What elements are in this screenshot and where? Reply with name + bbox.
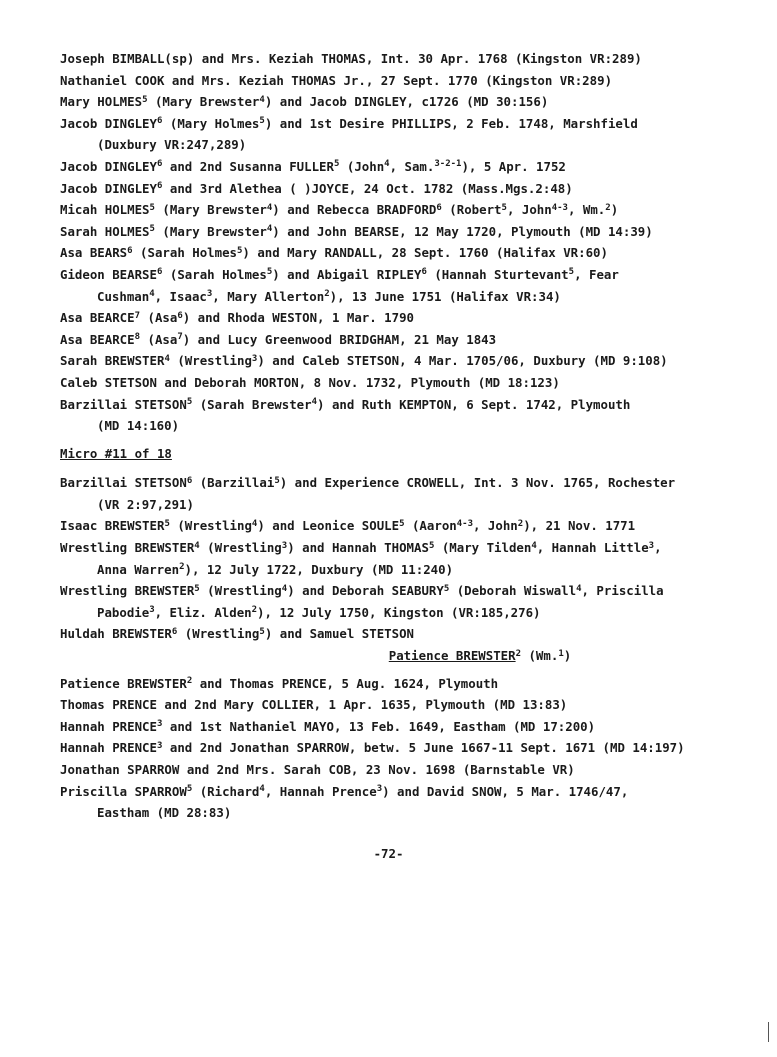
page-number: -72- bbox=[373, 846, 404, 861]
record-entry bbox=[60, 307, 750, 329]
entry-text: Micah HOLMES bbox=[60, 202, 150, 218]
entry-text: Caleb STETSON and Deborah MORTON, 8 Nov. 1732, Plymouth (MD 18:123) bbox=[60, 374, 560, 390]
generation-number: 5 bbox=[186, 784, 193, 795]
record-entry bbox=[60, 515, 750, 537]
generation-number: 5 bbox=[237, 245, 243, 256]
entry-text: ) and Jacob DINGLEY, c1726 (MD 30:156) bbox=[264, 94, 549, 110]
heading-parent: (Wm. bbox=[521, 648, 559, 664]
entry-text: (Sarah Holmes bbox=[162, 266, 267, 282]
generation-number: 3 bbox=[156, 719, 163, 730]
entry-text: and 3rd Alethea ( )JOYCE, 24 Oct. 1782 (Mass.Mgs.2:48) bbox=[162, 180, 573, 196]
heading-name: Patience BREWSTER bbox=[388, 648, 516, 664]
entry-text: Wrestling BREWSTER bbox=[60, 540, 195, 556]
record-entry bbox=[60, 91, 750, 113]
generation-number: 5 bbox=[443, 583, 450, 594]
entry-text: Cushman bbox=[97, 288, 150, 304]
entry-text: (VR 2:97,291) bbox=[97, 496, 194, 512]
entry-text: ) and Samuel STETSON bbox=[264, 626, 415, 642]
record-entry bbox=[60, 580, 750, 602]
entry-text: ) bbox=[610, 202, 619, 218]
entry-text: Thomas PRENCE and 2nd Mary COLLIER, 1 Apr. 1635, Plymouth (MD 13:83) bbox=[60, 697, 568, 713]
generation-number: 4 bbox=[164, 353, 170, 364]
entry-text: (Asa bbox=[140, 331, 178, 347]
record-entry bbox=[60, 350, 750, 372]
generation-number: 6 bbox=[156, 159, 163, 170]
generation-number: 6 bbox=[177, 310, 183, 321]
entry-text: (John bbox=[339, 158, 385, 174]
entry-text: , Wm. bbox=[567, 202, 606, 218]
entry-text: Jacob DINGLEY bbox=[60, 115, 157, 131]
generation-number: 4 bbox=[149, 289, 155, 300]
record-entry bbox=[60, 264, 750, 286]
generation-number: 5 bbox=[142, 94, 148, 105]
record-entry bbox=[60, 242, 750, 264]
entry-text: , Isaac bbox=[154, 288, 207, 304]
entry-text: Priscilla SPARROW bbox=[60, 783, 187, 799]
record-entry bbox=[60, 221, 750, 243]
entry-continuation bbox=[60, 602, 750, 624]
generation-number: 2 bbox=[179, 562, 185, 573]
record-entry bbox=[60, 70, 750, 92]
entry-text: Sarah HOLMES bbox=[60, 223, 150, 239]
section-label bbox=[60, 443, 750, 465]
record-entry bbox=[60, 716, 750, 738]
generation-number: 4-3 bbox=[456, 518, 473, 529]
entry-text: ), 21 Nov. 1771 bbox=[523, 518, 636, 534]
entry-text: , John bbox=[473, 518, 518, 534]
entry-text: (Sarah Holmes bbox=[132, 245, 237, 261]
entry-text: ) and Rebecca BRADFORD bbox=[272, 202, 437, 218]
generation-number: 3 bbox=[376, 784, 383, 795]
generation-number: 5 bbox=[501, 202, 507, 213]
generation-number: 5 bbox=[194, 583, 200, 594]
entry-text: ) and Ruth KEMPTON, 6 Sept. 1742, Plymouth bbox=[317, 396, 631, 412]
entry-text: and 2nd Susanna FULLER bbox=[162, 158, 334, 174]
entry-text: , Sam. bbox=[389, 158, 435, 174]
entry-text: Jonathan SPARROW and 2nd Mrs. Sarah COB, 23 Nov. 1698 (Barnstable VR) bbox=[60, 762, 575, 777]
entry-text: ) and Hannah THOMAS bbox=[287, 540, 429, 556]
entry-text: and 1st Nathaniel MAYO, 13 Feb. 1649, Eastham (MD 17:200) bbox=[162, 718, 596, 734]
entry-text: (Sarah Brewster bbox=[192, 396, 312, 412]
generation-number: 6 bbox=[421, 267, 427, 278]
entry-text: (Robert bbox=[441, 202, 502, 218]
entry-text: and 2nd Jonathan SPARROW, betw. 5 June 1667-11 Sept. 1671 (MD 14:197) bbox=[162, 740, 685, 756]
record-entry bbox=[60, 48, 750, 70]
record-entry bbox=[60, 737, 750, 759]
record-entry bbox=[60, 329, 750, 351]
entry-continuation bbox=[60, 415, 750, 437]
generation-number: 4 bbox=[259, 94, 265, 105]
heading-close: ) bbox=[563, 648, 572, 664]
entry-text: ) and 1st Desire PHILLIPS, 2 Feb. 1748, Marshfield bbox=[264, 115, 638, 131]
generation-number: 2 bbox=[251, 605, 258, 616]
entry-text: (Hannah Sturtevant bbox=[426, 266, 569, 282]
entry-continuation bbox=[60, 134, 750, 156]
scan-edge-mark bbox=[768, 1022, 769, 1042]
generation-number: 5 bbox=[164, 518, 170, 529]
entry-text: Mary HOLMES bbox=[60, 94, 143, 110]
entry-text: Jacob DINGLEY bbox=[60, 180, 157, 196]
record-entry bbox=[60, 394, 750, 416]
entry-text: ) and Lucy Greenwood BRIDGHAM, 21 May 1843 bbox=[182, 331, 497, 347]
document-page bbox=[60, 48, 750, 824]
generation-number: 6 bbox=[156, 267, 163, 278]
entry-text: ), 13 June 1751 (Halifax VR:34) bbox=[329, 288, 561, 304]
entry-text: ) and Experience CROWELL, Int. 3 Nov. 1765, Rochester bbox=[279, 475, 676, 491]
section-label-text: Micro #11 of 18 bbox=[60, 445, 172, 461]
generation-number: 3 bbox=[206, 289, 213, 300]
generation-number: 3 bbox=[156, 740, 163, 751]
entry-text: (Deborah Wiswall bbox=[449, 583, 577, 599]
generation-number: 5 bbox=[333, 159, 340, 170]
entry-text: Wrestling BREWSTER bbox=[60, 583, 195, 599]
generation-number: 3 bbox=[251, 353, 258, 364]
generation-number: 6 bbox=[156, 181, 163, 192]
record-entry bbox=[60, 759, 750, 781]
entries-block-a bbox=[60, 48, 750, 437]
entry-text: Pabodie bbox=[97, 604, 150, 620]
generation-number: 8 bbox=[134, 332, 141, 343]
entry-text: (Wrestling bbox=[169, 518, 252, 534]
entry-text: , bbox=[654, 540, 662, 556]
generation-number: 6 bbox=[186, 475, 193, 486]
entry-text: (Barzillai bbox=[192, 475, 275, 491]
heading-parent-gen: 1 bbox=[558, 648, 564, 659]
generation-number: 4 bbox=[531, 540, 537, 551]
record-entry bbox=[60, 472, 750, 494]
generation-number: 3 bbox=[149, 605, 155, 616]
entry-text: , Priscilla bbox=[581, 583, 664, 599]
generation-number: 7 bbox=[134, 310, 141, 321]
entry-text: Barzillai STETSON bbox=[60, 396, 187, 412]
record-entry bbox=[60, 199, 750, 221]
generation-number: 3 bbox=[281, 540, 288, 551]
entry-text: Patience BREWSTER bbox=[60, 675, 187, 691]
generation-number: 5 bbox=[428, 540, 435, 551]
generation-number: 5 bbox=[266, 267, 273, 278]
generation-number: 4 bbox=[251, 518, 258, 529]
entry-text: Huldah BREWSTER bbox=[60, 626, 172, 642]
entry-text: Asa BEARCE bbox=[60, 331, 135, 347]
record-entry bbox=[60, 372, 750, 394]
generation-number: 5 bbox=[259, 626, 265, 637]
entry-text: ) and David SNOW, 5 Mar. 1746/47, bbox=[382, 783, 629, 799]
entry-text: (Wrestling bbox=[199, 540, 282, 556]
generation-number: 5 bbox=[149, 202, 155, 213]
generation-number: 5 bbox=[149, 224, 155, 235]
generation-number: 4 bbox=[259, 784, 265, 795]
generation-number: 4-3 bbox=[551, 202, 568, 213]
entry-text: Jacob DINGLEY bbox=[60, 158, 157, 174]
entry-text: and Thomas PRENCE, 5 Aug. 1624, Plymouth bbox=[192, 675, 499, 691]
entry-text: (Aaron bbox=[404, 518, 457, 534]
entry-text: Nathaniel COOK and Mrs. Keziah THOMAS Jr., 27 Sept. 1770 (Kingston VR:289) bbox=[60, 72, 613, 88]
generation-number: 2 bbox=[605, 202, 611, 213]
entry-text: (Wrestling bbox=[199, 583, 282, 599]
generation-number: 4 bbox=[281, 583, 288, 594]
entry-text: Joseph BIMBALL(sp) and Mrs. Keziah THOMAS, Int. 30 Apr. 1768 (Kingston VR:289) bbox=[60, 51, 642, 66]
generation-number: 4 bbox=[266, 224, 273, 235]
heading-gen: 2 bbox=[515, 648, 522, 659]
generation-number: 2 bbox=[517, 518, 524, 529]
entry-text: Hannah PRENCE bbox=[60, 740, 157, 756]
entry-text: , Eliz. Alden bbox=[154, 604, 252, 620]
entry-text: ) and Caleb STETSON, 4 Mar. 1705/06, Duxbury (MD 9:108) bbox=[257, 353, 668, 369]
entry-text: Gideon BEARSE bbox=[60, 266, 157, 282]
entry-text: (Duxbury VR:247,289) bbox=[97, 137, 247, 153]
entry-text: Sarah BREWSTER bbox=[60, 353, 165, 369]
entry-continuation bbox=[60, 494, 750, 516]
entry-text: Asa BEARCE bbox=[60, 310, 135, 326]
generation-number: 4 bbox=[194, 540, 200, 551]
entry-continuation bbox=[60, 802, 750, 824]
generation-number: 5 bbox=[274, 475, 280, 486]
entries-block-c bbox=[60, 673, 750, 824]
record-entry bbox=[60, 694, 750, 716]
generation-number: 3-2-1 bbox=[434, 159, 462, 170]
entry-text: (Mary Brewster bbox=[154, 223, 267, 239]
generation-number: 7 bbox=[177, 332, 183, 343]
entry-text: (MD 14:160) bbox=[97, 418, 180, 434]
entry-text: ) and Mary RANDALL, 28 Sept. 1760 (Halifax VR:60) bbox=[242, 245, 608, 261]
generation-number: 4 bbox=[384, 159, 390, 170]
generation-number: 4 bbox=[311, 397, 318, 407]
generation-number: 5 bbox=[186, 397, 193, 407]
generation-number: 5 bbox=[399, 518, 405, 529]
generation-number: 2 bbox=[324, 289, 330, 300]
record-entry bbox=[60, 178, 750, 200]
entry-text: ), 5 Apr. 1752 bbox=[461, 158, 566, 174]
entry-text: ) and Abigail RIPLEY bbox=[272, 266, 422, 282]
entry-text: , Mary Allerton bbox=[212, 288, 325, 304]
entry-text: ) and John BEARSE, 12 May 1720, Plymouth (MD 14:39) bbox=[272, 223, 653, 239]
generation-number: 6 bbox=[156, 116, 163, 127]
entry-text: (Mary Holmes bbox=[162, 115, 260, 131]
entry-text: (Wrestling bbox=[169, 353, 252, 369]
entry-text: (Wrestling bbox=[177, 626, 260, 642]
generation-number: 6 bbox=[171, 626, 178, 637]
entry-text: , Hannah Little bbox=[536, 540, 649, 556]
entry-text: ) and Rhoda WESTON, 1 Mar. 1790 bbox=[182, 310, 415, 326]
generation-number: 6 bbox=[127, 245, 133, 256]
generation-number: 3 bbox=[648, 540, 655, 551]
generation-number: 2 bbox=[186, 676, 193, 687]
entry-text: , Fear bbox=[574, 266, 619, 282]
entry-text: (Mary Tilden bbox=[434, 540, 532, 556]
record-entry bbox=[60, 113, 750, 135]
entry-text: (Asa bbox=[140, 310, 178, 326]
entry-text: ), 12 July 1750, Kingston (VR:185,276) bbox=[257, 604, 541, 620]
entry-text: Eastham (MD 28:83) bbox=[97, 805, 232, 821]
entry-text: ) and Leonice SOULE bbox=[257, 518, 400, 534]
entry-text: ) and Deborah SEABURY bbox=[287, 583, 444, 599]
record-entry bbox=[60, 537, 750, 559]
generation-number: 4 bbox=[266, 202, 273, 213]
entry-text: , Hannah Prence bbox=[264, 783, 377, 799]
entry-text: ), 12 July 1722, Duxbury (MD 11:240) bbox=[184, 561, 454, 577]
record-entry bbox=[60, 156, 750, 178]
entry-text: , John bbox=[506, 202, 552, 218]
record-entry bbox=[60, 673, 750, 695]
entry-text: Asa BEARS bbox=[60, 245, 128, 261]
generation-number: 5 bbox=[259, 116, 265, 127]
generation-number: 6 bbox=[436, 202, 442, 213]
entries-block-b bbox=[60, 472, 750, 645]
generation-number: 5 bbox=[568, 267, 575, 278]
entry-text: Anna Warren bbox=[97, 561, 180, 577]
entry-text: Hannah PRENCE bbox=[60, 718, 157, 734]
entry-continuation bbox=[60, 286, 750, 308]
generation-number: 4 bbox=[576, 583, 582, 594]
section-heading bbox=[60, 645, 750, 667]
entry-text: (Mary Brewster bbox=[154, 202, 267, 218]
entry-text: (Mary Brewster bbox=[147, 94, 260, 110]
entry-text: Barzillai STETSON bbox=[60, 475, 187, 491]
entry-text: (Richard bbox=[192, 783, 260, 799]
entry-text: Isaac BREWSTER bbox=[60, 518, 165, 534]
entry-continuation bbox=[60, 559, 750, 581]
record-entry bbox=[60, 781, 750, 803]
record-entry bbox=[60, 623, 750, 645]
